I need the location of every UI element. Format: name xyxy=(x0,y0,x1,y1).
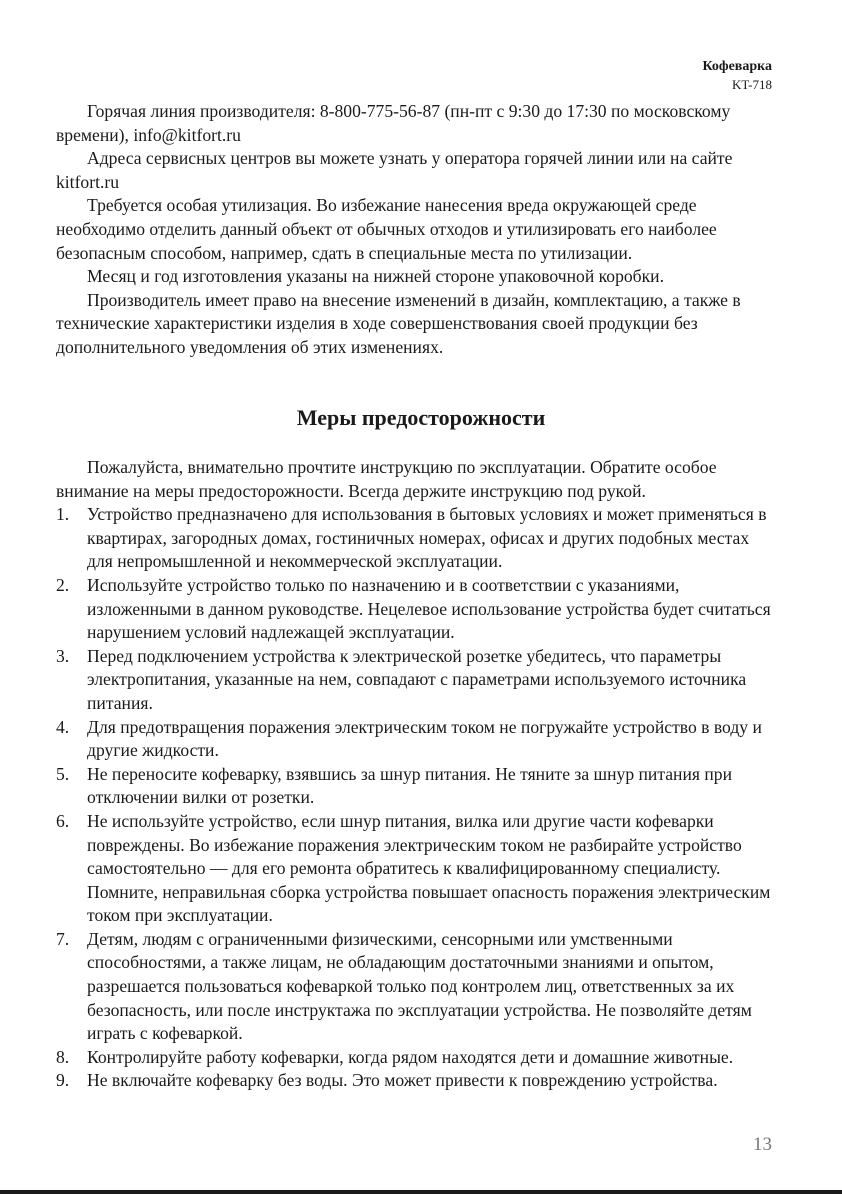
list-item xyxy=(56,763,772,810)
list-item xyxy=(56,645,772,716)
list-item xyxy=(56,1069,772,1093)
list-item xyxy=(56,503,772,574)
list-item xyxy=(56,1046,772,1070)
list-item xyxy=(56,716,772,763)
running-header xyxy=(702,58,772,94)
precautions-section xyxy=(56,456,772,1093)
item-text: Контролируйте работу кофеварки, когда рядом находятся дети и домашние животные. xyxy=(87,1046,734,1067)
changes-notice-paragraph: Производитель имеет право на внесение изменений в дизайн, комплектацию, а также в технические характеристики изделия в ходе совершенствования своей продукции без дополнительного уведомления об этих изменениях. xyxy=(56,289,741,357)
item-text: Детям, людям с ограниченными физическими, сенсорными или умственными способностями, а также лицам, не обладающим достаточными знаниями и опытом, разрешается пользоваться кофеваркой только под контролем лиц, ответственных за их безопасность, или после инструктажа по эксплуатации устройства. Не позволяйте детям играть с кофеваркой. xyxy=(87,928,752,1044)
item-number: 7. xyxy=(56,928,70,949)
intro-text xyxy=(56,100,772,360)
item-text: Не используйте устройство, если шнур питания, вилка или другие части кофеварки повреждены. Во избежание поражения электрическим током не разбирайте устройство самостоятельно — для его ремонта обратитесь к квалифицированному специалисту. Помните, неправильная сборка устройства повышает опасность поражения электрическим током при эксплуатации. xyxy=(87,810,771,926)
manufacture-date-paragraph: Месяц и год изготовления указаны на нижней стороне упаковочной коробки. xyxy=(87,266,664,287)
item-number: 3. xyxy=(56,645,70,666)
header-title: Кофеварка xyxy=(702,59,772,74)
page-number: 13 xyxy=(753,1134,772,1155)
item-text: Устройство предназначено для использования в бытовых условиях и может применяться в квартирах, загородных домах, гостиничных номерах, офисах и других подобных местах для непромышленной и некоммерческой эксплуатации. xyxy=(87,504,767,572)
item-text: Не включайте кофеварку без воды. Это может привести к повреждению устройства. xyxy=(87,1070,718,1091)
service-centers-paragraph: Адреса сервисных центров вы можете узнать у оператора горячей линии или на сайте kitfort.ru xyxy=(56,148,733,192)
item-text: Перед подключением устройства к электрической розетке убедитесь, что параметры электропитания, указанные на нем, совпадают с параметрами используемого источника питания. xyxy=(87,645,747,713)
bottom-rule xyxy=(0,1190,842,1194)
list-item xyxy=(56,810,772,928)
item-number: 6. xyxy=(56,810,70,831)
item-text: Для предотвращения поражения электрическим током не погружайте устройство в воду и другие жидкости. xyxy=(87,716,762,761)
item-number: 5. xyxy=(56,763,70,784)
item-number: 2. xyxy=(56,574,70,595)
list-item xyxy=(56,928,772,1046)
item-text: Не переносите кофеварку, взявшись за шнур питания. Не тяните за шнур питания при отключении вилки от розетки. xyxy=(87,763,733,808)
item-number: 9. xyxy=(56,1070,70,1091)
item-number: 4. xyxy=(56,716,70,737)
item-number: 1. xyxy=(56,504,70,525)
disposal-paragraph: Требуется особая утилизация. Во избежание нанесения вреда окружающей среде необходимо отделить данный объект от обычных отходов и утилизировать его наиболее безопасным способом, например, сдать в специальные места по утилизации. xyxy=(56,195,717,263)
item-number: 8. xyxy=(56,1046,70,1067)
header-model: KT-718 xyxy=(732,77,772,92)
precautions-lead: Пожалуйста, внимательно прочтите инструкцию по эксплуатации. Обратите особое внимание на меры предосторожности. Всегда держите инструкцию под рукой. xyxy=(56,457,717,501)
hotline-paragraph: Горячая линия производителя: 8-800-775-56-87 (пн-пт с 9:30 до 17:30 по московскому времени), info@kitfort.ru xyxy=(56,101,731,145)
list-item xyxy=(56,574,772,645)
section-heading: Меры предосторожности xyxy=(296,405,546,430)
precautions-list xyxy=(56,503,772,1093)
item-text: Используйте устройство только по назначению и в соответствии с указаниями, изложенными в данном руководстве. Нецелевое использование устройства будет считаться нарушением условий надлежащей эксплуатации. xyxy=(87,574,771,643)
